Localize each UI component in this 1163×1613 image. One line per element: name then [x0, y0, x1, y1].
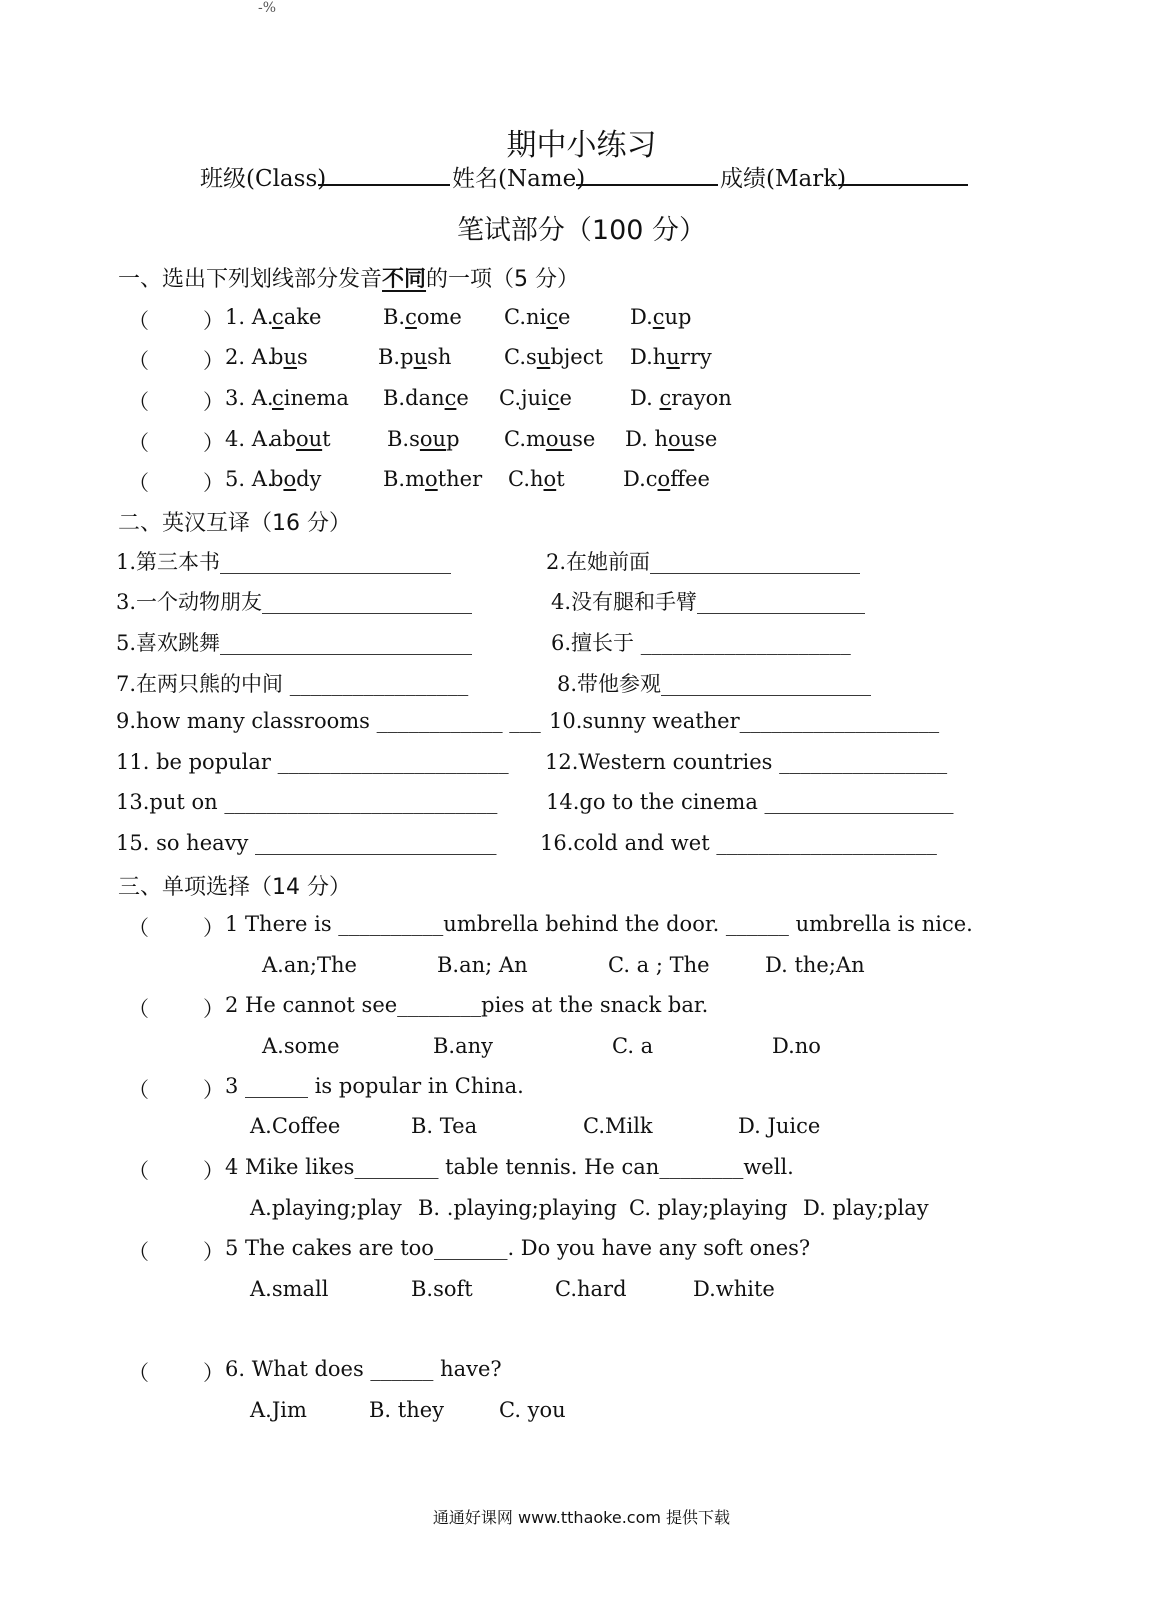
- question-number: 2. A.: [225, 345, 274, 369]
- section1-title-pre: 一、选出下列划线部分发音: [118, 267, 383, 292]
- translation-item[interactable]: 7.在两只熊的中间 _________________: [116, 672, 469, 696]
- question-text: 2 He cannot see________pies at the snack bar.: [225, 993, 709, 1017]
- option-text-pre: C.jui: [499, 386, 548, 410]
- option-text-pre: D.: [630, 386, 660, 410]
- translation-item[interactable]: 16.cold and wet _____________________: [540, 831, 937, 855]
- option-d: [625, 427, 717, 451]
- translation-item[interactable]: 11. be popular ______________________: [116, 750, 509, 774]
- choice-option[interactable]: B. they: [369, 1398, 445, 1422]
- underlined-part: c: [546, 305, 559, 329]
- translation-item[interactable]: 10.sunny weather___________________: [549, 709, 940, 733]
- translation-item[interactable]: 4.没有腿和手臂________________: [551, 590, 866, 614]
- translation-item[interactable]: 9.how many classrooms ____________ ___: [116, 709, 541, 733]
- option-text-pre: C.h: [508, 467, 544, 491]
- answer-paren-open[interactable]: （: [128, 471, 149, 495]
- choice-option[interactable]: D. Juice: [738, 1114, 821, 1138]
- option-d: [630, 345, 712, 369]
- section1-title-post: 的一项（5 分）: [426, 267, 580, 292]
- underlined-part: c: [547, 386, 560, 410]
- option-text-pre: D.: [630, 305, 653, 329]
- translation-item[interactable]: 3.一个动物朋友____________________: [116, 590, 473, 614]
- question-number: 1. A.: [225, 305, 274, 329]
- option-text-pre: B.s: [387, 427, 420, 451]
- option-a: [272, 386, 349, 410]
- underlined-part: u: [413, 345, 428, 369]
- option-a: [270, 427, 331, 451]
- option-b: [383, 386, 469, 410]
- answer-paren-close: ）: [203, 390, 224, 414]
- translation-item[interactable]: 13.put on __________________________: [116, 790, 498, 814]
- option-text-post: ther: [437, 467, 483, 491]
- answer-paren-close: ）: [203, 1361, 224, 1385]
- answer-paren-close: ）: [203, 997, 224, 1021]
- choice-option[interactable]: B.soft: [411, 1277, 473, 1301]
- choice-option[interactable]: C. you: [499, 1398, 566, 1422]
- option-a: [270, 345, 308, 369]
- option-text-post: e: [558, 305, 571, 329]
- answer-paren-open[interactable]: （: [128, 1159, 149, 1183]
- answer-paren-open[interactable]: （: [128, 1078, 149, 1102]
- option-a: [270, 467, 321, 491]
- option-text-post: e: [559, 386, 572, 410]
- option-text-pre: D. h: [625, 427, 668, 451]
- option-text-pre: B.m: [383, 467, 426, 491]
- translation-item[interactable]: 5.喜欢跳舞________________________: [116, 631, 473, 655]
- choice-option[interactable]: C. a: [612, 1034, 654, 1058]
- underlined-part: o: [425, 467, 438, 491]
- option-d: [630, 305, 692, 329]
- option-text-pre: C.ni: [504, 305, 547, 329]
- question-number: 3. A.: [225, 386, 274, 410]
- question-text: 6. What does ______ have?: [225, 1357, 502, 1381]
- underlined-part: o: [283, 467, 297, 491]
- question-text: 5 The cakes are too_______. Do you have any soft ones?: [225, 1236, 811, 1260]
- underlined-part: c: [405, 305, 417, 329]
- option-text-post: ome: [416, 305, 462, 329]
- name-label: 姓名(Name): [452, 166, 586, 192]
- choice-option[interactable]: D. play;play: [803, 1196, 929, 1220]
- option-text-post: rry: [679, 345, 712, 369]
- choice-option[interactable]: D. the;An: [765, 953, 865, 977]
- option-text-post: sh: [427, 345, 452, 369]
- option-text-pre: B.dan: [383, 386, 445, 410]
- answer-paren-open[interactable]: （: [128, 349, 149, 373]
- option-b: [378, 345, 451, 369]
- option-c: [504, 427, 595, 451]
- question-number: 5. A.: [225, 467, 274, 491]
- option-c: [499, 386, 572, 410]
- choice-option[interactable]: C. a ; The: [608, 953, 710, 977]
- underlined-part: c: [444, 386, 457, 410]
- choice-option[interactable]: C.hard: [555, 1277, 627, 1301]
- option-c: [504, 345, 603, 369]
- option-text-pre: C.s: [504, 345, 537, 369]
- translation-item[interactable]: 1.第三本书______________________: [116, 550, 452, 574]
- option-d: [630, 386, 732, 410]
- footer: 通通好课网 www.tthaoke.com 提供下载: [432, 1508, 731, 1527]
- answer-paren-open[interactable]: （: [128, 1361, 149, 1385]
- option-text-post: p: [446, 427, 460, 451]
- option-b: [383, 305, 462, 329]
- mark-blank[interactable]: [838, 160, 968, 186]
- option-text-post: t: [322, 427, 331, 451]
- option-d: [623, 467, 710, 491]
- translation-item[interactable]: 2.在她前面____________________: [546, 550, 861, 574]
- choice-option[interactable]: B.an; An: [437, 953, 528, 977]
- option-text-post: t: [556, 467, 565, 491]
- answer-paren-close: ）: [203, 349, 224, 373]
- underlined-part: o: [657, 467, 671, 491]
- underlined-part: ou: [419, 427, 447, 451]
- answer-paren-close: ）: [203, 309, 224, 333]
- choice-option[interactable]: B. Tea: [411, 1114, 478, 1138]
- option-b: [383, 467, 482, 491]
- underlined-part: c: [272, 386, 284, 410]
- option-text-pre: D.c: [623, 467, 658, 491]
- underlined-part: ou: [295, 427, 323, 451]
- choice-option[interactable]: A.Coffee: [250, 1114, 341, 1138]
- option-text-post: ffee: [670, 467, 710, 491]
- translation-item[interactable]: 14.go to the cinema __________________: [546, 790, 954, 814]
- choice-option[interactable]: C.Milk: [583, 1114, 653, 1138]
- choice-option[interactable]: C. play;playing: [629, 1196, 788, 1220]
- choice-option[interactable]: D.white: [693, 1277, 775, 1301]
- translation-item[interactable]: 8.带他参观____________________: [557, 672, 872, 696]
- question-text: 3 ______ is popular in China.: [225, 1074, 524, 1098]
- underlined-part: u: [283, 345, 297, 369]
- underlined-part: o: [543, 467, 557, 491]
- answer-paren-close: ）: [203, 471, 224, 495]
- answer-paren-close: ）: [203, 916, 224, 940]
- option-text-pre: b: [270, 467, 284, 491]
- option-text-post: up: [664, 305, 692, 329]
- top-mark: -%: [258, 0, 277, 16]
- answer-paren-open[interactable]: （: [128, 431, 149, 455]
- choice-option[interactable]: B.any: [433, 1034, 494, 1058]
- underlined-part: u: [536, 345, 551, 369]
- option-text-post: se: [572, 427, 596, 451]
- section2-title: 二、英汉互译（16 分）: [118, 511, 351, 536]
- underlined-part: ou: [667, 427, 695, 451]
- option-a: [272, 305, 321, 329]
- answer-paren-open[interactable]: （: [128, 1240, 149, 1264]
- option-c: [508, 467, 565, 491]
- option-text-post: inema: [283, 386, 349, 410]
- underlined-part: c: [272, 305, 284, 329]
- option-text-post: s: [296, 345, 308, 369]
- option-text-post: rayon: [671, 386, 732, 410]
- name-blank[interactable]: [576, 160, 718, 186]
- answer-paren-close: ）: [203, 1159, 224, 1183]
- translation-item[interactable]: 6.擅长于 ____________________: [551, 631, 851, 655]
- subtitle: 笔试部分（100 分）: [456, 215, 707, 246]
- choice-option[interactable]: D.no: [772, 1034, 821, 1058]
- translation-item[interactable]: 12.Western countries ________________: [545, 750, 948, 774]
- option-text-pre: C.m: [504, 427, 546, 451]
- option-text-post: ake: [283, 305, 322, 329]
- underlined-part: ou: [545, 427, 573, 451]
- underlined-part: c: [652, 305, 665, 329]
- underlined-part: c: [659, 386, 672, 410]
- answer-paren-open[interactable]: （: [128, 309, 149, 333]
- answer-paren-open[interactable]: （: [128, 997, 149, 1021]
- section1-title-emphasis: 不同: [382, 267, 427, 292]
- translation-item[interactable]: 15. so heavy _______________________: [116, 831, 497, 855]
- choice-option[interactable]: A.Jim: [250, 1398, 307, 1422]
- option-text-post: bject: [550, 345, 603, 369]
- section3-title: 三、单项选择（14 分）: [118, 875, 351, 900]
- choice-option[interactable]: A.playing;play: [250, 1196, 402, 1220]
- choice-option[interactable]: B. .playing;playing: [418, 1196, 617, 1220]
- answer-paren-close: ）: [203, 1078, 224, 1102]
- answer-paren-close: ）: [203, 1240, 224, 1264]
- question-text: 1 There is __________umbrella behind the door. ______ umbrella is nice.: [225, 912, 973, 936]
- option-b: [387, 427, 460, 451]
- option-text-pre: ab: [270, 427, 296, 451]
- option-text-post: dy: [296, 467, 322, 491]
- question-number: 4. A.: [225, 427, 274, 451]
- page-title: 期中小练习: [506, 128, 657, 163]
- option-text-post: se: [694, 427, 718, 451]
- question-text: 4 Mike likes________ table tennis. He can________well.: [225, 1155, 794, 1179]
- answer-paren-open[interactable]: （: [128, 390, 149, 414]
- option-text-post: e: [456, 386, 469, 410]
- option-text-pre: b: [270, 345, 284, 369]
- underlined-part: u: [666, 345, 680, 369]
- option-text-pre: B.p: [378, 345, 414, 369]
- option-text-pre: B.: [383, 305, 406, 329]
- section1-title: [118, 262, 579, 293]
- option-c: [504, 305, 570, 329]
- answer-paren-close: ）: [203, 431, 224, 455]
- answer-paren-open[interactable]: （: [128, 916, 149, 940]
- choice-option[interactable]: A.an;The: [262, 953, 357, 977]
- mark-label: 成绩(Mark): [720, 166, 847, 192]
- choice-option[interactable]: A.small: [250, 1277, 329, 1301]
- option-text-pre: D.h: [630, 345, 667, 369]
- class-label: 班级(Class): [200, 166, 327, 192]
- choice-option[interactable]: A.some: [262, 1034, 340, 1058]
- class-blank[interactable]: [318, 160, 450, 186]
